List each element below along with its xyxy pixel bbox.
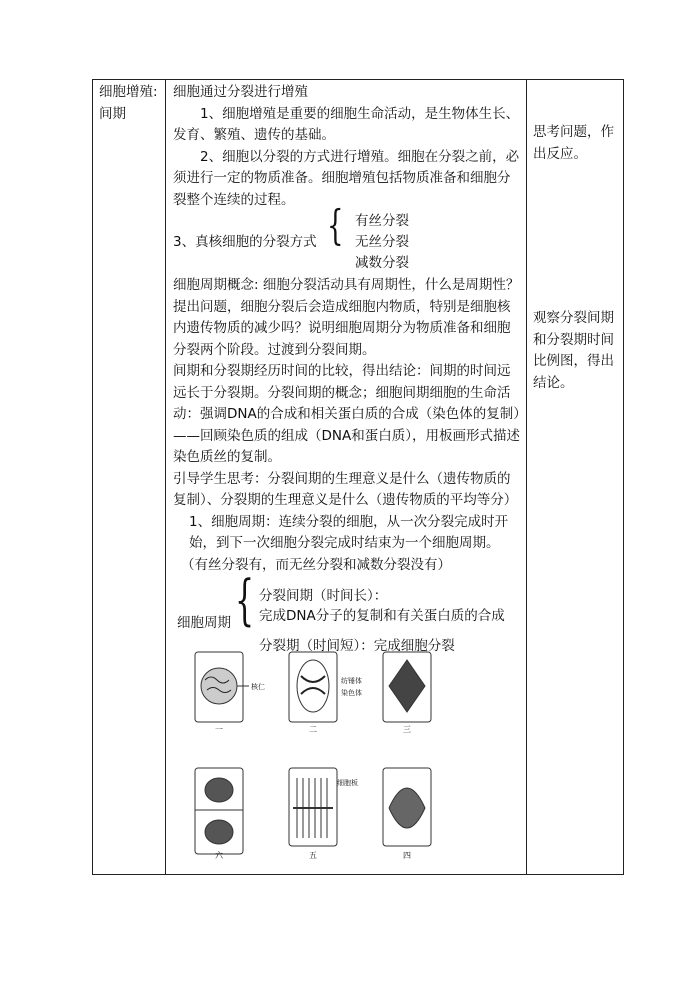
mitosis-diagram (189, 650, 435, 862)
division-method-item: 减数分裂 (355, 255, 409, 271)
paragraph: 细胞周期概念: 细胞分裂活动具有周期性，什么是周期性？提出问题，细胞分裂后会造成细胞内物质，特别是细胞核内遗传物质的减少吗？说明细胞周期分为物质准备和细胞分裂两个阶段。过渡到分裂间期。 (173, 277, 520, 358)
figure-number: 一 (215, 725, 223, 734)
figure-number: 四 (403, 851, 411, 860)
division-methods (173, 202, 523, 275)
paragraph: 2、细胞以分裂的方式进行增殖。细胞在分裂之前，必须进行一定的物质准备。细胞增殖包括物质准备和细胞分裂整个连续的过程。 (173, 148, 520, 208)
label-spindle: 纺锤体 (341, 677, 362, 685)
section-heading: 细胞通过分裂进行增殖 (173, 84, 308, 100)
paragraph: 1、细胞周期：连续分裂的细胞，从一次分裂完成时开始，到下一次细胞分裂完成时结束为一个细胞周期。 (189, 513, 509, 551)
cell-cycle-line: 完成DNA分子的复制和有关蛋白质的合成 (259, 608, 505, 624)
division-methods-label: 3、真核细胞的分裂方式 (173, 234, 317, 250)
cell-cycle-line: 分裂期（时间短）：完成细胞分裂 (259, 638, 455, 654)
figure-number: 六 (215, 851, 223, 860)
figure-number: 三 (403, 725, 411, 734)
activity-note: 思考问题，作出反应。 (533, 124, 614, 162)
label-cell-plate: 细胞板 (337, 779, 358, 787)
topic-cell (99, 82, 161, 125)
label-nucleolus: 核仁 (251, 683, 265, 691)
topic-line: 间期 (99, 105, 126, 122)
cell-cycle-label: 细胞周期 (177, 615, 231, 631)
topic-line: 细胞增殖: (99, 84, 158, 100)
paragraph: 引导学生思考：分裂间期的生理意义是什么（遗传物质的复制）、分裂期的生理意义是什么（遗传物质的平均等分） (173, 470, 518, 508)
division-method-item: 无丝分裂 (355, 234, 409, 250)
label-chromosome: 染色体 (341, 689, 362, 697)
figure-number: 五 (309, 851, 317, 860)
figure-number: 二 (309, 725, 317, 734)
brace-icon: { (327, 202, 344, 251)
column-divider (165, 80, 166, 874)
mitosis-figure (189, 650, 435, 862)
paragraph: （有丝分裂有，而无丝分裂和减数分裂没有） (181, 556, 451, 573)
content-cell (173, 82, 523, 666)
paragraph: 1、细胞增殖是重要的细胞生命活动，是生物体生长、发育、繁殖、遗传的基础。 (173, 105, 520, 143)
lesson-table (92, 79, 624, 875)
brace-icon: { (235, 569, 255, 633)
cell-cycle-line: 分裂间期（时间长）： (259, 588, 388, 604)
column-divider (526, 80, 527, 874)
division-method-item: 有丝分裂 (355, 213, 409, 229)
activity-note: 观察分裂间期和分裂期时间比例图，得出结论。 (533, 310, 614, 391)
paragraph: 间期和分裂期经历时间的比较，得出结论：间期的时间远远长于分裂期。分裂间期的概念；细胞间期细胞的生命活动：强调DNA的合成和相关蛋白质的合成（染色体的复制）——回顾染色质的组成（DNA和蛋白质），用板画形式描述染色质丝的复制。 (173, 363, 520, 465)
